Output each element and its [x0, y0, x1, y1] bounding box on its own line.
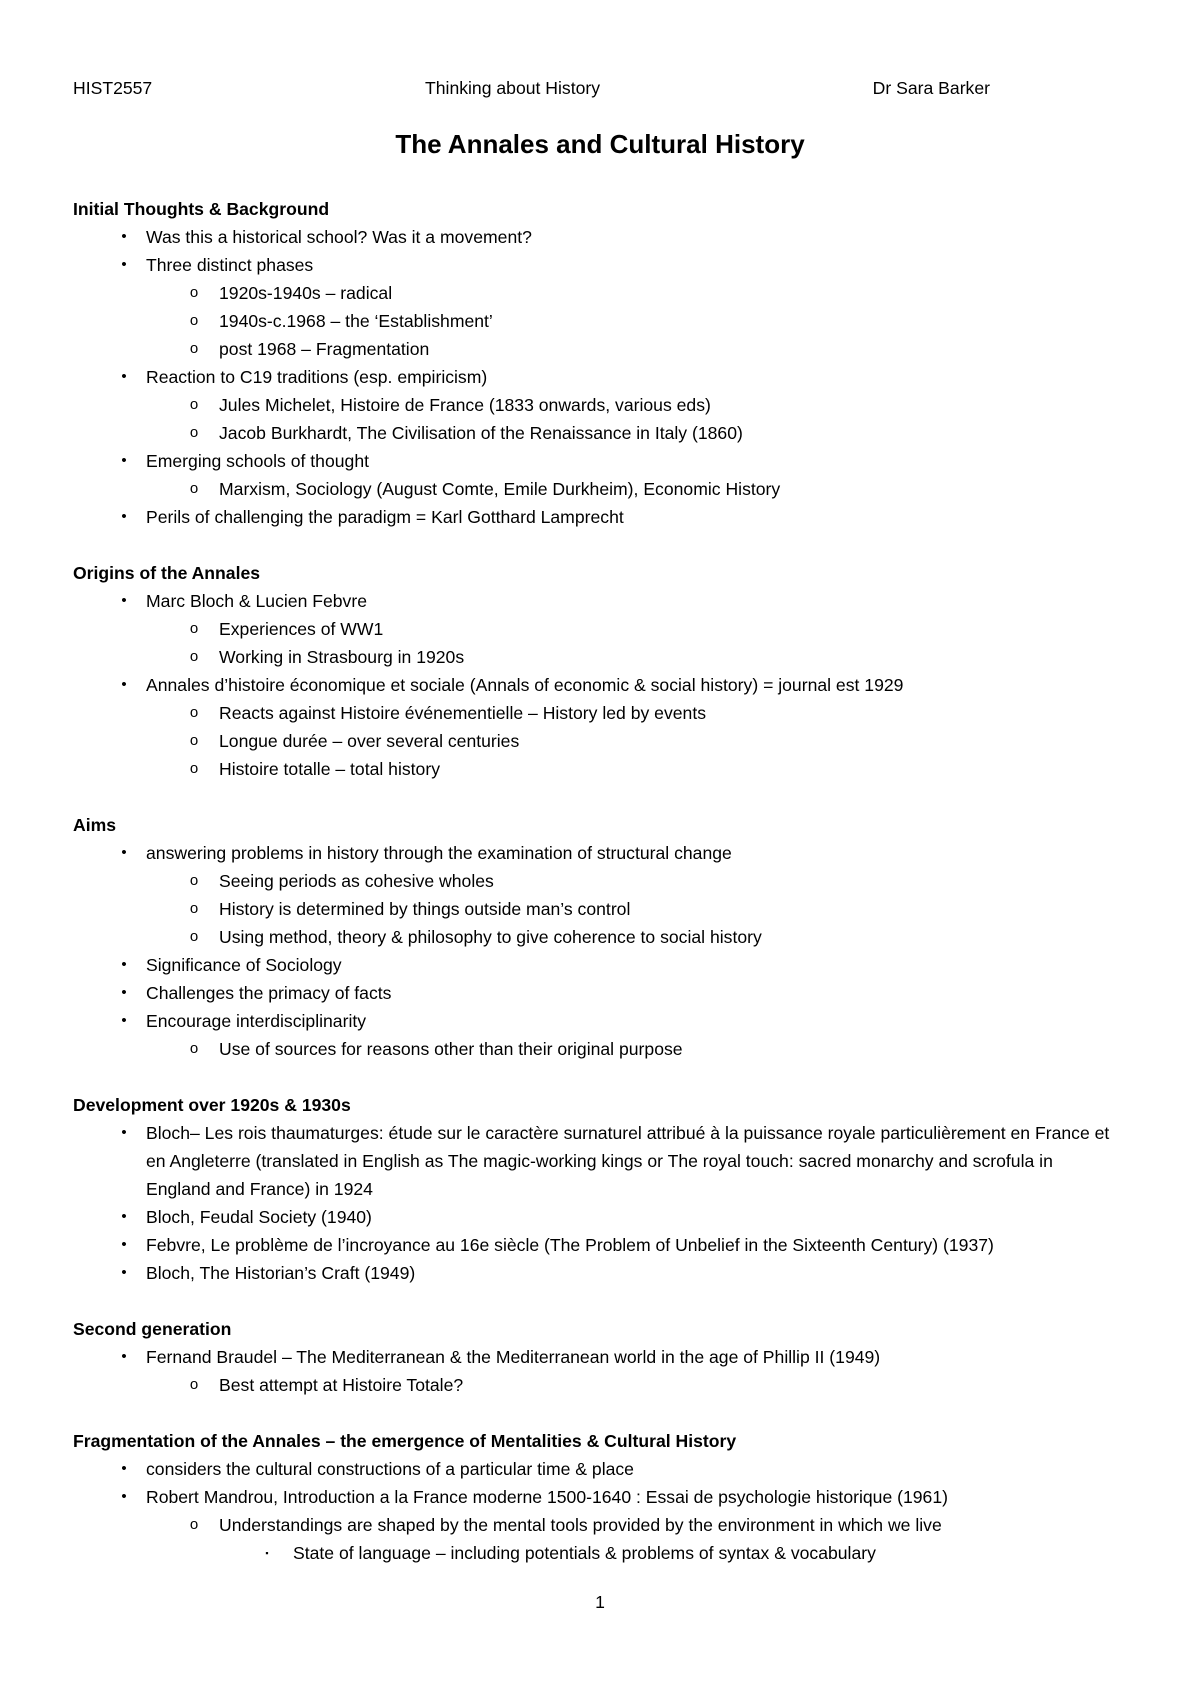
- list-item-text: Significance of Sociology: [146, 955, 342, 975]
- list-item-text: Marxism, Sociology (August Comte, Emile Durkheim), Economic History: [219, 479, 781, 499]
- bullet-icon: •: [121, 1124, 127, 1141]
- section: [73, 811, 1113, 1063]
- list-item: [73, 1007, 1113, 1035]
- bullet-icon: o: [189, 732, 199, 749]
- section: [73, 1427, 1113, 1567]
- list-item-text: Jules Michelet, Histoire de France (1833 onwards, various eds): [219, 395, 711, 415]
- list-item-text: Fernand Braudel – The Mediterranean & the Mediterranean world in the age of Phillip II (1949): [146, 1347, 881, 1367]
- bullet-icon: •: [121, 1012, 127, 1029]
- list-item: [73, 615, 1113, 643]
- bullet-icon: o: [189, 1516, 199, 1533]
- section-heading: Aims: [73, 815, 117, 835]
- list-item-text: State of language – including potentials & problems of syntax & vocabulary: [293, 1543, 876, 1563]
- bullet-icon: •: [121, 368, 127, 385]
- list-item: [73, 1483, 1113, 1511]
- list-item-text: Perils of challenging the paradigm = Karl Gotthard Lamprecht: [146, 507, 624, 527]
- list-item-text: Bloch, Feudal Society (1940): [146, 1207, 372, 1227]
- bullet-icon: o: [189, 424, 199, 441]
- bullet-icon: o: [189, 1376, 199, 1393]
- list-item-text: Annales d’histoire économique et sociale (Annals of economic & social history) = journal est 1929: [146, 675, 904, 695]
- list-item: [73, 419, 1113, 447]
- bullet-icon: •: [121, 1460, 127, 1477]
- section: [73, 195, 1113, 531]
- list-item: [73, 699, 1113, 727]
- bullet-icon: o: [189, 312, 199, 329]
- bullet-icon: •: [121, 1236, 127, 1253]
- list-item-text: 1940s-c.1968 – the ‘Establishment’: [219, 311, 493, 331]
- bullet-icon: •: [121, 956, 127, 973]
- header-course-code: HIST2557: [73, 78, 153, 98]
- list-item: [73, 671, 1113, 699]
- bullet-icon: o: [189, 760, 199, 777]
- document-body: [73, 195, 1113, 1567]
- list-item-text: Challenges the primacy of facts: [146, 983, 392, 1003]
- list-item: [73, 391, 1113, 419]
- list-item-text: 1920s-1940s – radical: [219, 283, 393, 303]
- section-heading: Initial Thoughts & Background: [73, 199, 330, 219]
- list-item: [73, 867, 1113, 895]
- list-item: [73, 1343, 1113, 1371]
- section-spacer: [73, 1063, 1113, 1091]
- bullet-icon: o: [189, 396, 199, 413]
- list-item: [73, 755, 1113, 783]
- list-item-text: Was this a historical school? Was it a movement?: [146, 227, 532, 247]
- bullet-icon: o: [189, 620, 199, 637]
- section-heading: Development over 1920s & 1930s: [73, 1095, 351, 1115]
- section: [73, 1091, 1113, 1287]
- list-item: [73, 363, 1113, 391]
- list-item: [73, 279, 1113, 307]
- list-item-text: Use of sources for reasons other than their original purpose: [219, 1039, 683, 1059]
- list-item-text: Reaction to C19 traditions (esp. empiricism): [146, 367, 488, 387]
- section-spacer: [73, 783, 1113, 811]
- list-item: [73, 1539, 1113, 1567]
- list-item: [73, 447, 1113, 475]
- list-item: [73, 1119, 1113, 1203]
- list-item: [73, 335, 1113, 363]
- bullet-icon: •: [121, 844, 127, 861]
- section-spacer: [73, 1399, 1113, 1427]
- bullet-icon: o: [189, 284, 199, 301]
- list-item-text: Experiences of WW1: [219, 619, 384, 639]
- section-heading: Fragmentation of the Annales – the emergence of Mentalities & Cultural History: [73, 1431, 737, 1451]
- list-item: [73, 1035, 1113, 1063]
- bullet-icon: •: [121, 256, 127, 273]
- bullet-icon: •: [121, 1488, 127, 1505]
- list-item: [73, 951, 1113, 979]
- list-item: [73, 839, 1113, 867]
- page-header: [73, 74, 990, 100]
- bullet-icon: •: [121, 228, 127, 245]
- list-item: [73, 643, 1113, 671]
- list-item-text: Bloch, The Historian’s Craft (1949): [146, 1263, 416, 1283]
- bullet-icon: •: [121, 452, 127, 469]
- list-item-text: Working in Strasbourg in 1920s: [219, 647, 465, 667]
- list-item-text: Bloch– Les rois thaumaturges: étude sur le caractère surnaturel attribué à la puissance royale particulièrement en France et en Angleterre (translated in English as The magic-working kings or The royal touch: sacred monarchy and scrofula in England and France) in 1924: [146, 1123, 1110, 1199]
- bullet-icon: •: [121, 984, 127, 1001]
- bullet-icon: o: [189, 928, 199, 945]
- list-item: [73, 1203, 1113, 1231]
- list-item-text: Best attempt at Histoire Totale?: [219, 1375, 464, 1395]
- bullet-icon: •: [121, 1208, 127, 1225]
- section-heading: Second generation: [73, 1319, 232, 1339]
- section-spacer: [73, 531, 1113, 559]
- list-item-text: Three distinct phases: [146, 255, 314, 275]
- list-item: [73, 223, 1113, 251]
- bullet-icon: o: [189, 648, 199, 665]
- list-item-text: considers the cultural constructions of a particular time & place: [146, 1459, 634, 1479]
- list-item-text: Encourage interdisciplinarity: [146, 1011, 367, 1031]
- bullet-icon: o: [189, 900, 199, 917]
- list-item-text: Seeing periods as cohesive wholes: [219, 871, 494, 891]
- list-item-text: Marc Bloch & Lucien Febvre: [146, 591, 367, 611]
- bullet-icon: o: [189, 1040, 199, 1057]
- section: [73, 1315, 1113, 1399]
- list-item: [73, 1259, 1113, 1287]
- list-item-text: Emerging schools of thought: [146, 451, 369, 471]
- section-spacer: [73, 1287, 1113, 1315]
- bullet-icon: •: [121, 592, 127, 609]
- page-number: 1: [595, 1592, 605, 1612]
- list-item: [73, 1455, 1113, 1483]
- list-item: [73, 475, 1113, 503]
- list-item: [73, 1371, 1113, 1399]
- list-item-text: Reacts against Histoire événementielle – History led by events: [219, 703, 706, 723]
- section-heading: Origins of the Annales: [73, 563, 261, 583]
- list-item: [73, 587, 1113, 615]
- list-item-text: Understandings are shaped by the mental tools provided by the environment in which we live: [219, 1515, 942, 1535]
- list-item: [73, 251, 1113, 279]
- bullet-icon: o: [189, 340, 199, 357]
- bullet-icon: o: [189, 480, 199, 497]
- list-item-text: answering problems in history through the examination of structural change: [146, 843, 732, 863]
- header-course-title: Thinking about History: [425, 78, 601, 98]
- bullet-icon: o: [189, 872, 199, 889]
- list-item-text: Histoire totalle – total history: [219, 759, 440, 779]
- header-author: Dr Sara Barker: [872, 78, 990, 98]
- list-item: [73, 979, 1113, 1007]
- list-item: [73, 727, 1113, 755]
- bullet-icon: o: [189, 704, 199, 721]
- bullet-icon: •: [121, 1264, 127, 1281]
- list-item-text: Using method, theory & philosophy to give coherence to social history: [219, 927, 762, 947]
- list-item: [73, 307, 1113, 335]
- list-item-text: Robert Mandrou, Introduction a la France moderne 1500-1640 : Essai de psychologie historique (1961): [146, 1487, 948, 1507]
- list-item: [73, 895, 1113, 923]
- list-item: [73, 1231, 1113, 1259]
- section: [73, 559, 1113, 783]
- list-item-text: post 1968 – Fragmentation: [219, 339, 430, 359]
- list-item-text: History is determined by things outside man’s control: [219, 899, 631, 919]
- list-item: [73, 923, 1113, 951]
- list-item-text: Longue durée – over several centuries: [219, 731, 520, 751]
- list-item-text: Febvre, Le problème de l’incroyance au 16e siècle (The Problem of Unbelief in the Sixteenth Century) (1937): [146, 1235, 994, 1255]
- bullet-icon: •: [121, 676, 127, 693]
- bullet-icon: ▪: [265, 1548, 269, 1558]
- list-item-text: Jacob Burkhardt, The Civilisation of the Renaissance in Italy (1860): [219, 423, 743, 443]
- list-item: [73, 503, 1113, 531]
- bullet-icon: •: [121, 508, 127, 525]
- list-item: [73, 1511, 1113, 1539]
- bullet-icon: •: [121, 1348, 127, 1365]
- document-title: The Annales and Cultural History: [395, 129, 805, 159]
